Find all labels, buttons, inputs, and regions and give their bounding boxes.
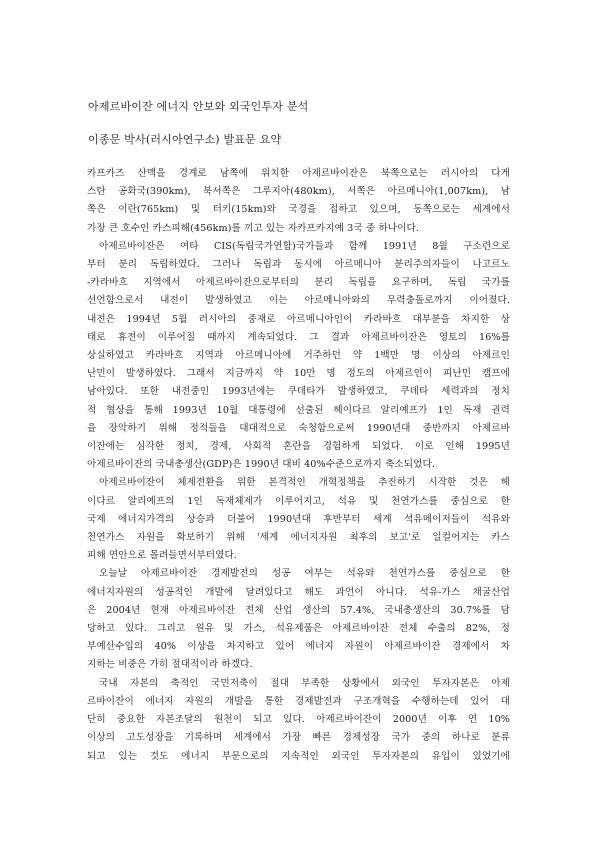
body-text-line: 난민이 발생하였다. 그래서 지금까지 약 10만 명 정도의 아제르인이 피난민 캠프에	[87, 368, 510, 380]
body-text-line: 적 협상을 통해 1993년 10월 대통령에 선출된 헤이다르 알리예프가 1인 독재 권력	[87, 404, 510, 416]
body-text-line: 부터 분리 독립하였다. 그러나 독립과 동시에 아르메니아 분리주의자들이 나고르노	[87, 259, 510, 271]
body-text-line: 스탄 공화국(390km), 북서쪽은 그루지아(480km), 서쪽은 아르메니아(1,007km), 남	[87, 186, 510, 198]
document-subtitle: 이종문 박사(러시아연구소) 발표문 요약	[88, 133, 282, 146]
body-text-line: -카라바흐 지역에서 아제르바이잔으로부터의 분리 독립을 요구하며, 독립 국가를	[87, 277, 510, 289]
body-text-line: 아제르바이잔의 국내총생산(GDP)은 1990년 대비 40%수준으로까지 축소되었다.	[87, 459, 436, 471]
body-text-line: 을 장악하기 위해 정적들을 대대적으로 숙청함으로써 1990년대 중반까지 아제르바	[87, 422, 510, 434]
body-text-line: 내전은 1994년 5월 러시아의 중재로 아르메니아인이 카라바흐 대부분을 차지한 상	[87, 313, 510, 325]
body-text-line: 태로 휴전이 이루어질 때까지 계속되었다. 그 결과 아제르바이잔은 영토의 16%를	[87, 331, 510, 343]
body-text-line: 지하는 비중은 가히 절대적이라 하겠다.	[87, 659, 253, 671]
body-text-line: 가장 큰 호수인 카스피해(456km)를 끼고 있는 자카프카지예 3국 중 하나이다.	[87, 222, 420, 234]
body-text-line: 오늘날 아제르바이잔 경제발전의 성공 여부는 석유와 천연가스를 중심으로 한	[99, 568, 510, 580]
body-text-line: 이상의 고도성장을 기록하며 세계에서 가장 빠른 경제성장 국가 중의 하나로 분류	[87, 732, 510, 744]
body-text-line: 아제르바이잔은 여타 CIS(독립국가연합)국가들과 함께 1991년 8월 구소련으로	[99, 240, 510, 252]
body-text-line: 에너지자원의 성공적인 개발에 달려있다고 해도 과언이 아니다. 석유-가스 채굴산업	[87, 586, 510, 598]
body-text-line: 국내 자본의 축적인 국민저축이 절대 부족한 상황에서 외국인 투자자본은 아제	[99, 677, 510, 689]
body-text-line: 아제르바이잔이 체제전환을 위한 본격적인 개혁정책을 추진하기 시작한 것은 헤	[99, 477, 510, 489]
body-text-line: 피해 연안으로 몰려들면서부터였다.	[87, 550, 237, 562]
document-body	[87, 165, 510, 766]
body-text-line: 쪽은 이란(765km) 및 터키(15km)와 국경을 접하고 있으며, 동쪽으로는 세계에서	[87, 204, 510, 216]
body-text-line: 부예산수입의 40% 이상을 차지하고 있어 에너지 자원이 아제르바이잔 경제에서 차	[87, 641, 510, 653]
body-text-line: 남아있다. 또한 내전중인 1993년에는 쿠데타가 발생하였고, 쿠데타 세력과의 정치	[87, 386, 510, 398]
body-text-line: 카프카즈 산맥을 경계로 남쪽에 위치한 아제르바이잔은 북쪽으로는 러시아의 다게	[87, 168, 510, 179]
body-text-line: 이잔에는 심각한 정치, 경제, 사회적 혼란을 경험하게 되었다. 이로 인해 1995년	[87, 441, 510, 453]
body-text-line: 은 2004년 현재 아제르바이잔 전체 산업 생산의 57.4%, 국내총생산의 30.7%를 담	[87, 604, 510, 616]
body-text-line: 당하고 있다. 그리고 원유 및 가스, 석유제품은 아제르바이잔 전체 수출의 82%, 정	[87, 623, 510, 635]
body-text-line: 선언함으로서 내전이 발생하였고 이는 아르메니아와의 무력충돌로까지 이어졌다.	[87, 295, 510, 307]
body-text-line: 이다르 알리예프의 1인 독재체제가 이루어지고, 석유 및 천연가스를 중심으로 한	[87, 495, 510, 507]
body-text-line: 되고 있는 것도 에너지 부문으로의 지속적인 외국인 투자자본의 유입이 있었기에	[87, 750, 510, 762]
body-text-line: 국제 에너지가격의 상승과 더불어 1990년대 후반부터 세계 석유메이저들이 석유와	[87, 513, 510, 525]
body-text-line: 르바이잔이 에너지 자원의 개발을 통한 경제발전과 구조개혁을 수행하는데 있어 대	[87, 695, 510, 707]
body-text-line: 천연가스 자원을 확보하기 위해 '세계 에너지자원 최후의 보고'로 일컬어지는 카스	[87, 532, 510, 544]
document-title: 아제르바이잔 에너지 안보와 외국인투자 분석	[88, 100, 309, 113]
body-text-line: 단히 중요한 자본조달의 원천이 되고 있다. 아제르바이잔이 2000년 이후 연 10%	[87, 714, 510, 726]
body-text-line: 상실하였고 카라바흐 지역과 아르메니아에 거주하던 약 1백만 명 이상의 아제르인	[87, 350, 510, 362]
